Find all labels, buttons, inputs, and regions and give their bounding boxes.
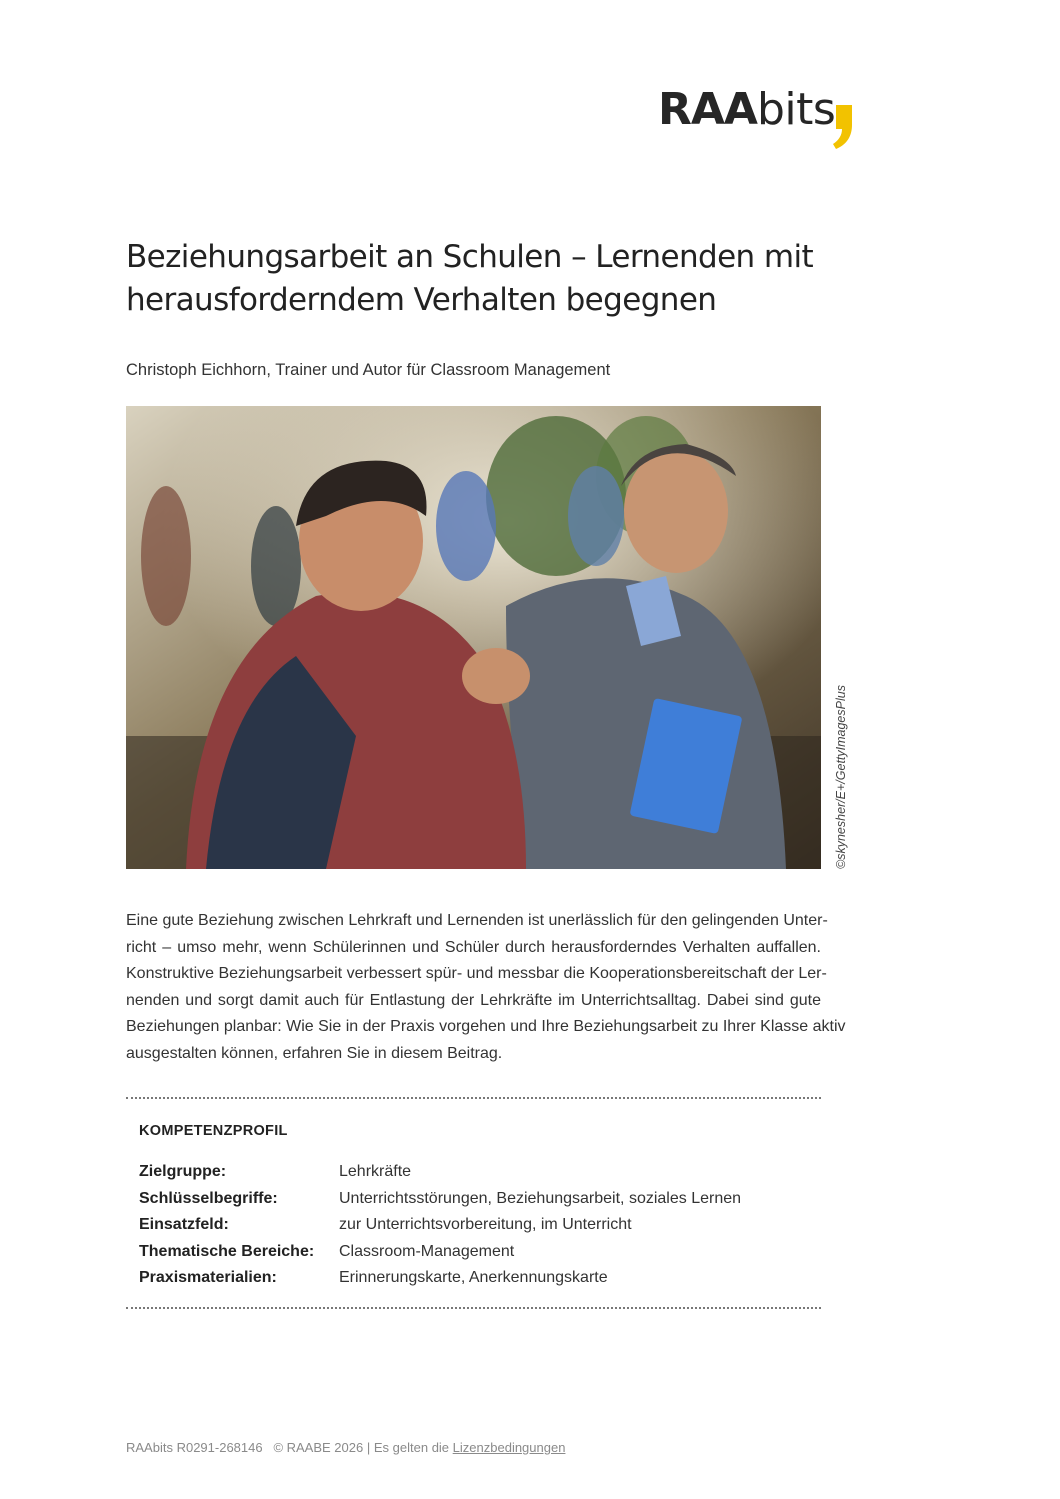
row-value: zur Unterrichtsvorbereitung, im Unterricht	[339, 1216, 632, 1234]
article-photo	[126, 406, 821, 869]
intro-line: richt – umso mehr, wenn Schülerinnen und Schüler durch herausforderndes Verhalten auffallen.	[126, 938, 821, 956]
intro-line: Beziehungen planbar: Wie Sie in der Praxis vorgehen und Ihre Beziehungsarbeit zu Ihrer Klasse aktiv	[126, 1018, 846, 1035]
logo-comma-icon	[830, 103, 856, 151]
intro-line: ausgestalten können, erfahren Sie in diesem Beitrag.	[126, 1044, 503, 1062]
author-line: Christoph Eichhorn, Trainer und Autor für Classroom Management	[126, 361, 611, 379]
logo-light-text: bits	[757, 84, 836, 135]
intro-line: Konstruktive Beziehungsarbeit verbessert spür- und messbar die Kooperationsbereitschaft der Ler-	[126, 965, 827, 982]
table-row	[139, 1186, 819, 1213]
row-key: Einsatzfeld:	[139, 1216, 229, 1234]
intro-line: Eine gute Beziehung zwischen Lehrkraft und Lernenden ist unerlässlich für den gelingenden Unter-	[126, 912, 828, 929]
row-key: Zielgruppe:	[139, 1163, 227, 1181]
row-value: Lehrkräfte	[339, 1163, 412, 1181]
kompetenzprofil-heading: KOMPETENZPROFIL	[139, 1123, 288, 1139]
license-link[interactable]: Lizenzbedingungen	[452, 1440, 566, 1455]
divider-top	[126, 1097, 821, 1099]
copyright: © RAABE 2026	[273, 1440, 364, 1455]
raabits-logo	[658, 82, 835, 138]
product-code: RAAbits R0291-268146	[126, 1440, 263, 1455]
row-key: Praxismaterialien:	[139, 1269, 277, 1287]
kompetenzprofil-table	[139, 1159, 819, 1292]
logo-bold-text: RAA	[658, 84, 757, 135]
table-row	[139, 1212, 819, 1239]
title-line-1: Beziehungsarbeit an Schulen – Lernenden mit	[126, 239, 814, 275]
photo-teacher-student-handshake-icon	[126, 406, 821, 869]
row-value: Classroom-Management	[339, 1242, 515, 1260]
photo-credit: ©skynesher/E+/GettyImagesPlus	[834, 685, 848, 869]
page-footer	[126, 1440, 565, 1455]
row-key: Schlüsselbegriffe:	[139, 1189, 278, 1207]
article-title	[126, 236, 826, 322]
table-row	[139, 1159, 819, 1186]
title-line-2: herausforderndem Verhalten begegnen	[126, 282, 717, 318]
divider-bottom	[126, 1307, 821, 1309]
license-prefix: Es gelten die	[373, 1440, 450, 1455]
table-row	[139, 1265, 819, 1292]
intro-line: nenden und sorgt damit auch für Entlastung der Lehrkräfte im Unterrichtsalltag. Dabei sind gute	[126, 991, 821, 1009]
table-row	[139, 1239, 819, 1266]
footer-separator: |	[366, 1440, 371, 1455]
intro-paragraph	[126, 908, 846, 1067]
row-key: Thematische Bereiche:	[139, 1242, 315, 1260]
row-value: Unterrichtsstörungen, Beziehungsarbeit, soziales Lernen	[339, 1189, 742, 1207]
row-value: Erinnerungskarte, Anerkennungskarte	[339, 1269, 608, 1287]
